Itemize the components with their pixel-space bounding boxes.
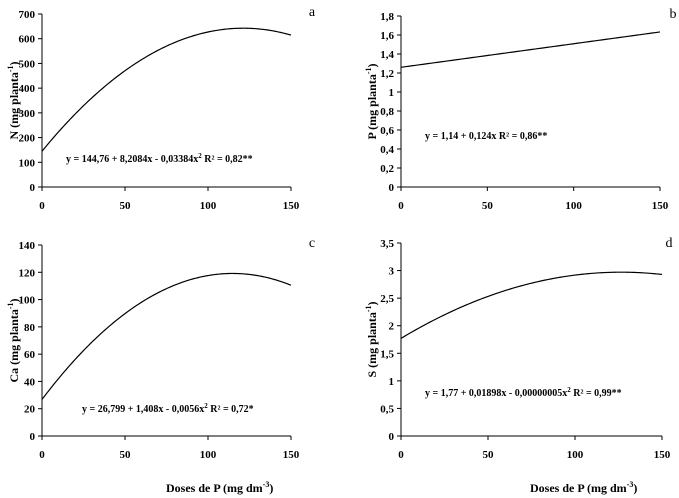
x-tick-label: 50	[482, 449, 494, 461]
chart-panel-c	[6, 236, 315, 495]
regression-equation: $y = 144,76 + 8,2084x - 0,03384x^2$ R² = 0,82**	[66, 152, 253, 165]
y-tick-label: 60	[24, 349, 35, 362]
x-tick-label: 0	[398, 449, 404, 461]
y-axis-label: S (mg planta$^{-1}$)	[364, 301, 379, 378]
y-tick-label: 0,8	[380, 106, 394, 118]
y-tick-label: 120	[18, 267, 35, 280]
panel-letter: a	[308, 5, 316, 20]
x-tick-label: 150	[282, 200, 300, 212]
y-tick-label: 2,5	[380, 293, 394, 306]
regression-equation: $y = 26,799 + 1,408x - 0,0056x^2$ R² = 0,72*	[82, 402, 254, 415]
y-tick-label: 3	[388, 265, 394, 278]
y-tick-label: 0,6	[380, 125, 394, 137]
fitted-curve	[42, 273, 291, 399]
x-tick-label: 50	[481, 200, 493, 212]
y-axis-label: P (mg planta$^{-1}$)	[364, 63, 379, 140]
y-axis-label: Ca (mg planta$^{-1}$)	[6, 298, 21, 383]
y-tick-label: 1,2	[380, 68, 394, 80]
y-tick-label: 0	[29, 431, 35, 443]
y-tick-label: 200	[18, 132, 35, 145]
x-tick-label: 100	[565, 200, 582, 212]
y-tick-label: 1,4	[380, 49, 394, 61]
y-tick-label: 1,6	[380, 30, 394, 42]
x-tick-label: 0	[39, 449, 45, 461]
x-tick-label: 100	[199, 449, 217, 461]
x-tick-label: 100	[199, 200, 217, 212]
panel-letter: b	[669, 7, 677, 22]
y-tick-label: 400	[18, 83, 35, 96]
y-tick-label: 500	[18, 58, 35, 71]
y-tick-label: 1,5	[380, 348, 394, 361]
y-tick-label: 600	[18, 33, 35, 46]
panel-letter: c	[308, 236, 316, 251]
x-axis-label: Doses de P (mg $dm^{-3}$)	[530, 480, 638, 495]
y-tick-label: 40	[24, 376, 35, 389]
y-tick-label: 0	[388, 431, 394, 443]
y-tick-label: 0	[388, 182, 394, 194]
y-tick-label: 700	[18, 9, 35, 21]
fitted-curve	[401, 32, 660, 67]
fitted-curve	[401, 272, 662, 338]
y-tick-label: 20	[24, 403, 35, 416]
chart-panel-b	[364, 7, 677, 212]
fitted-curve	[42, 28, 291, 151]
x-tick-label: 150	[651, 200, 669, 212]
x-tick-label: 50	[119, 449, 131, 461]
y-tick-label: 300	[18, 107, 35, 120]
y-tick-label: 0,2	[380, 163, 394, 175]
x-tick-label: 50	[119, 200, 131, 212]
regression-equation: $y = 1,77 + 0,01898x - 0,00000005x^2$ R² = 0,99**	[425, 386, 622, 399]
y-tick-label: 100	[18, 157, 35, 170]
x-tick-label: 150	[653, 449, 671, 461]
y-axis-label: N (mg planta$^{-1}$)	[6, 61, 21, 140]
y-tick-label: 0,4	[380, 144, 394, 156]
x-tick-label: 150	[282, 449, 300, 461]
y-tick-label: 0,5	[380, 403, 394, 416]
chart-panel-d	[364, 236, 673, 495]
y-tick-label: 140	[18, 240, 35, 252]
y-tick-label: 100	[18, 294, 35, 307]
y-tick-label: 3,5	[380, 238, 394, 250]
regression-equation: y = 1,14 + 0,124x R² = 0,86**	[425, 131, 548, 142]
y-tick-label: 1	[388, 87, 394, 99]
x-tick-label: 0	[39, 200, 45, 212]
y-tick-label: 0	[29, 182, 35, 194]
y-tick-label: 1,8	[380, 11, 394, 23]
x-axis-label: Doses de P (mg $dm^{-3}$)	[166, 480, 274, 495]
chart-panel-a	[6, 5, 316, 212]
y-tick-label: 2	[388, 320, 394, 333]
x-tick-label: 100	[566, 449, 584, 461]
y-tick-label: 1	[388, 375, 394, 388]
panel-letter: d	[665, 236, 673, 251]
x-tick-label: 0	[398, 200, 404, 212]
y-tick-label: 80	[24, 321, 35, 334]
